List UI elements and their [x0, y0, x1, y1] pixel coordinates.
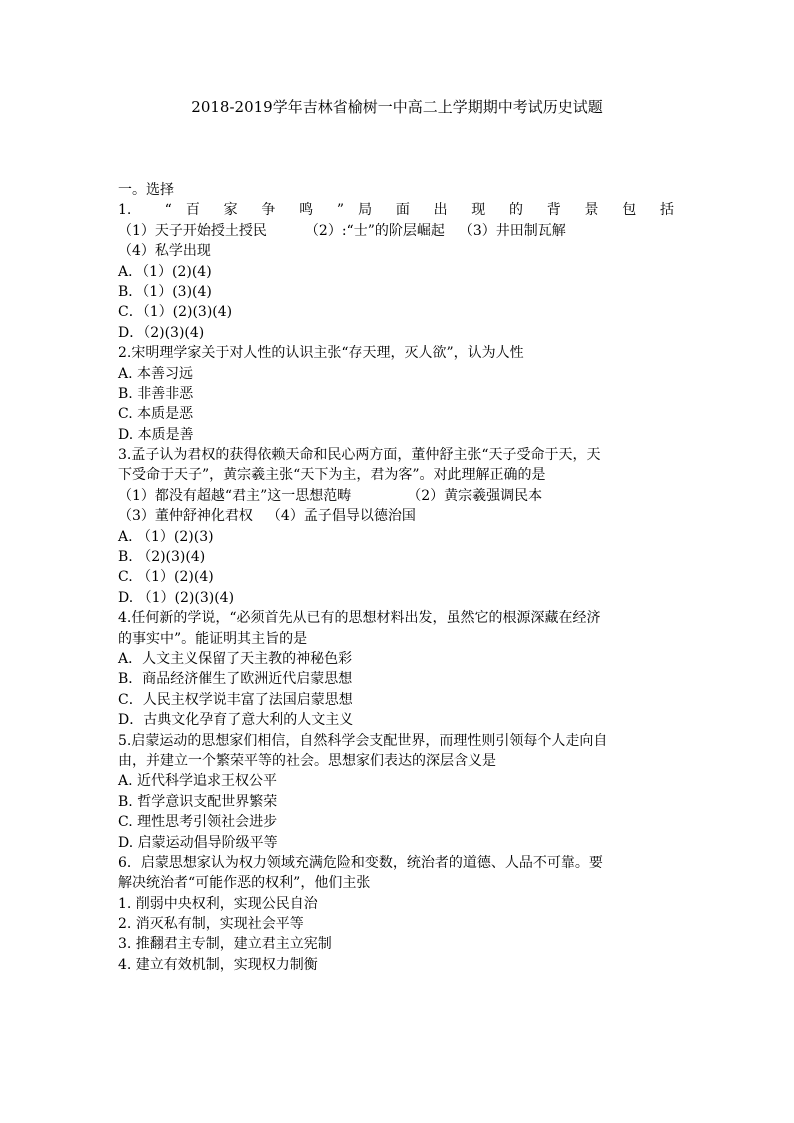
question-5-choice-b: B. 哲学意识支配世界繁荣	[118, 793, 278, 810]
question-1-choice-d: D．（2)(3)(4)	[118, 324, 205, 341]
question-6-choice-2: 2. 消灭私有制，实现社会平等	[118, 916, 304, 933]
question-1-option-3: （3）井田制瓦解	[458, 222, 566, 239]
question-1-choice-c: C．（1）(2)(3)(4)	[118, 304, 233, 321]
question-3-options-line-1	[118, 486, 674, 506]
question-3-stem-line-1: 3.孟子认为君权的获得依赖天命和民心两方面，董仲舒主张“天子受命于天，天	[118, 447, 601, 464]
question-6-choice-4: 4. 建立有效机制，实现权力制衡	[118, 956, 318, 973]
question-4-choice-c: C．人民主权学说丰富了法国启蒙思想	[118, 691, 353, 708]
question-3-options-line-2	[118, 506, 674, 526]
question-2-choice-d: D. 本质是善	[118, 426, 194, 443]
question-5-choice-d: D. 启蒙运动倡导阶级平等	[118, 834, 278, 851]
question-1-choice-a: A．（1）(2)(4)	[118, 263, 212, 280]
document-title: 2018-2019学年吉林省榆树一中高二上学期期中考试历史试题	[191, 98, 603, 116]
question-1-option-1: （1）天子开始授土授民	[118, 222, 267, 239]
question-5-stem-line-2: 由，并建立一个繁荣平等的社会。思想家们表达的深层含义是	[118, 752, 496, 769]
question-4-choice-b: B．商品经济催生了欧洲近代启蒙思想	[118, 671, 353, 688]
question-6-stem-line-1: 6．启蒙思想家认为权力领域充满危险和变数，统治者的道德、人品不可靠。要	[118, 854, 603, 871]
question-2-choice-b: B. 非善非恶	[118, 385, 194, 402]
question-1-stem: 1. “ 百 家 争 鸣 ” 局 面 出 现 的 背 景 包 括	[118, 202, 674, 219]
section-heading: 一。选择	[118, 182, 174, 198]
question-3-choice-b: B. （2)(3)(4)	[118, 549, 206, 566]
question-5-choice-a: A. 近代科学追求王权公平	[118, 773, 278, 790]
question-6-choice-1: 1. 削弱中央权利，实现公民自治	[118, 895, 318, 912]
question-3-choice-d: D. （1）(2)(3)(4)	[118, 589, 235, 606]
question-3-choice-a: A. （1）(2)(3)	[118, 528, 214, 545]
question-4-stem-line-1: 4.任何新的学说，“必须首先从已有的思想材料出发，虽然它的根源深藏在经济	[118, 610, 601, 627]
question-3-choice-c: C. （1）(2)(4)	[118, 569, 214, 586]
question-3-option-1: （1）都没有超越“君主”这一思想范畴	[118, 487, 352, 504]
question-2-stem: 2.宋明理学家关于对人性的认识主张“存天理，灭人欲”，认为人性	[118, 345, 524, 362]
question-6-choice-3: 3. 推翻君主专制，建立君主立宪制	[118, 936, 332, 953]
question-4-stem-line-2: 的事实中”。能证明其主旨的是	[118, 630, 308, 647]
question-1-options-line-1	[118, 221, 674, 241]
question-2-choice-a: A. 本善习远	[118, 365, 194, 382]
question-3-stem-line-2: 下受命于天子”，黄宗羲主张“天下为主，君为客”。对此理解正确的是	[118, 467, 546, 484]
question-4-choice-a: A．人文主义保留了天主教的神秘色彩	[118, 650, 353, 667]
question-6-stem-line-2: 解决统治者“可能作恶的权利”，他们主张	[118, 875, 371, 892]
question-3-option-2: （2）黄宗羲强调民本	[407, 487, 543, 504]
question-1-option-4: （4）私学出现	[118, 243, 211, 260]
question-5-stem-line-1: 5.启蒙运动的思想家们相信，自然科学会支配世界，而理性则引领每个人走向自	[118, 732, 608, 749]
question-4-choice-d: D．古典文化孕育了意大利的人文主义	[118, 712, 354, 729]
question-3-option-4: （4）孟子倡导以德治国	[266, 508, 416, 525]
question-5-choice-c: C. 理性思考引领社会进步	[118, 814, 278, 831]
document-body	[118, 180, 674, 975]
question-1-choice-b: B．（1）(3)(4)	[118, 283, 212, 300]
question-1-option-2: （2）:“士”的阶层崛起	[304, 222, 445, 239]
question-3-option-3: （3）董仲舒神化君权	[118, 508, 253, 525]
question-2-choice-c: C. 本质是恶	[118, 406, 194, 423]
